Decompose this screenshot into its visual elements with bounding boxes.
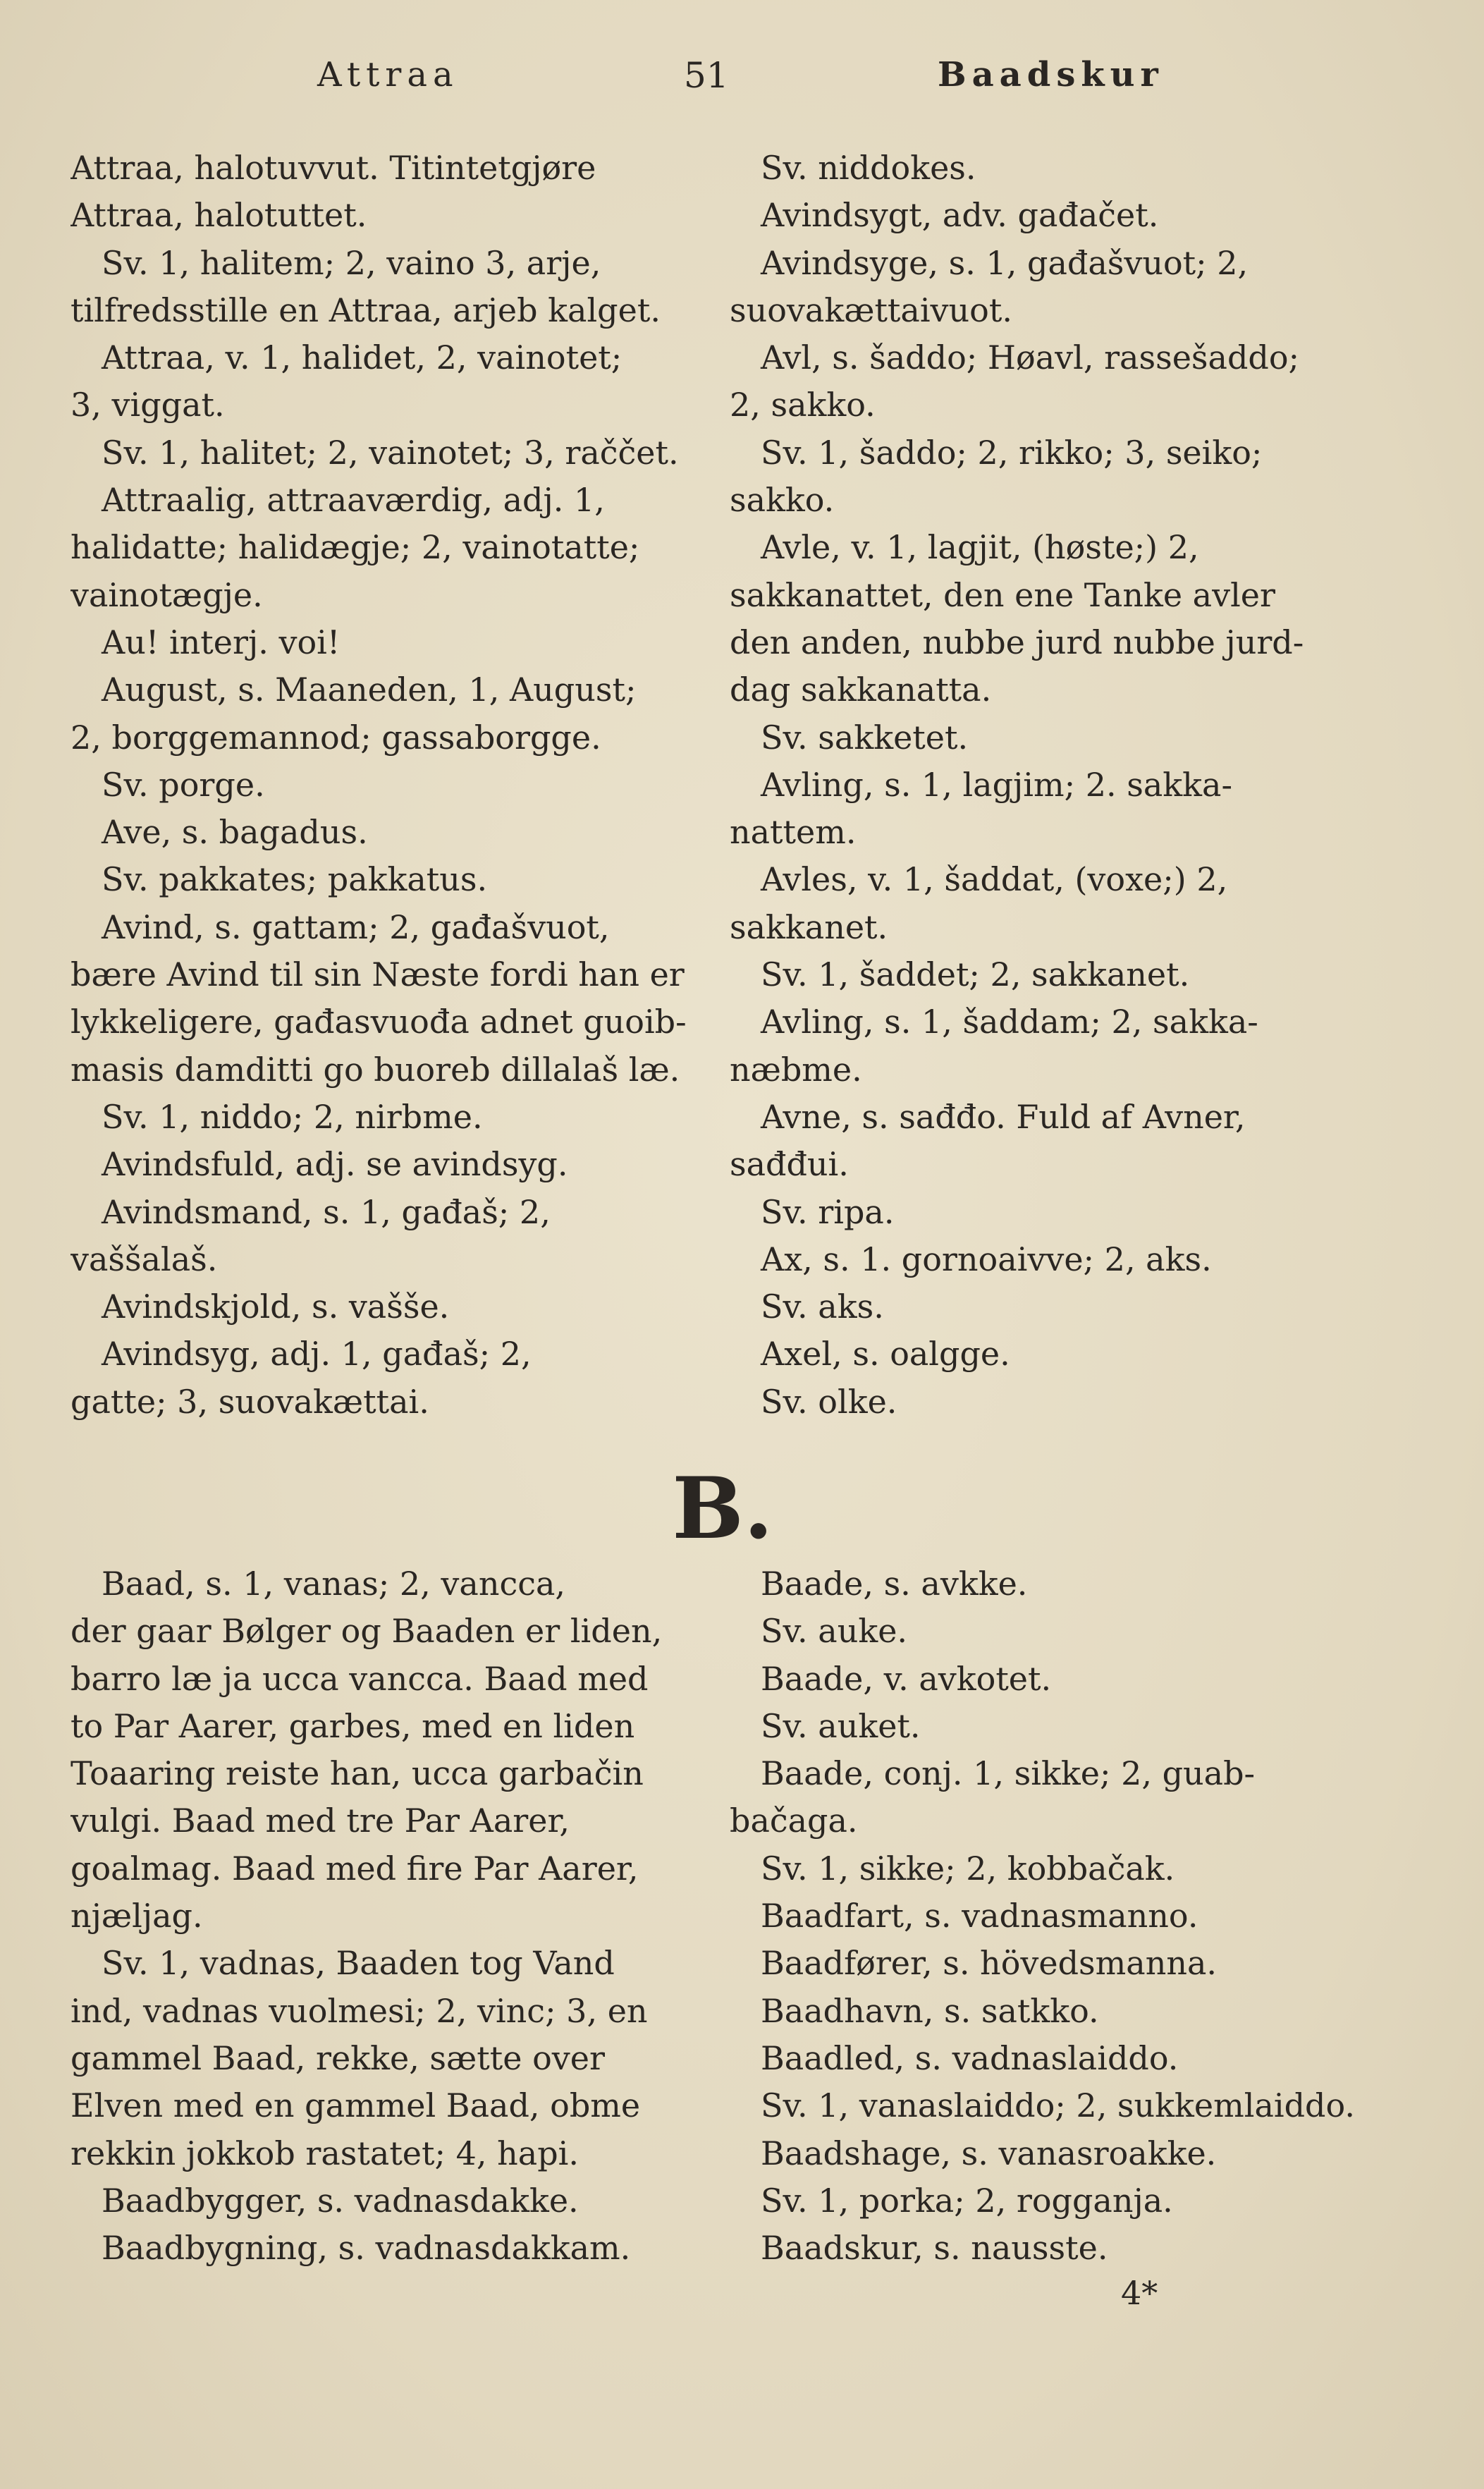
entry-line: Avindskjold, s. vašše. (102, 1288, 450, 1326)
entry-line: Avling, s. 1, šaddam; 2, sakka- (761, 1003, 1258, 1041)
page-number: 51 (684, 55, 729, 96)
entry-line: Avling, s. 1, lagjim; 2. sakka- (761, 765, 1232, 804)
entry-line: Sv. 1, vanaslaiddo; 2, sukkemlaiddo. (761, 2086, 1356, 2125)
entry-line: goalmag. Baad med fire Par Aarer, (70, 1849, 639, 1888)
entry-line: Baadfart, s. vadnasmanno. (761, 1897, 1198, 1935)
entry-line: gammel Baad, rekke, sætte over (70, 2038, 605, 2077)
running-header (0, 55, 1484, 111)
entry-line: Sv. 1, šaddo; 2, rikko; 3, seiko; (761, 433, 1263, 472)
entry-line: masis damditti go buoreb dillalaš læ. (70, 1050, 680, 1089)
entry-line: Attraa, halotuttet. (70, 196, 367, 235)
entry-line: Avle, v. 1, lagjit, (høste;) 2, (761, 528, 1199, 567)
entry-line: Ax, s. 1. gornoaivve; 2, aks. (761, 1240, 1212, 1278)
entry-line: Baadfører, s. hövedsmanna. (761, 1944, 1217, 1983)
entry-line: Sv. auket. (761, 1706, 921, 1745)
entry-line: dag sakkanatta. (730, 671, 992, 709)
entry-line: bačaga. (730, 1802, 858, 1840)
entry-line: bære Avind til sin Næste fordi han er (70, 955, 685, 994)
entry-line: Avindsyge, s. 1, gađašvuot; 2, (761, 243, 1249, 282)
entry-line: Baade, v. avkotet. (761, 1659, 1052, 1698)
entry-line: suovakættaivuot. (730, 291, 1012, 329)
entry-line: Avl, s. šaddo; Høavl, rassešaddo; (761, 338, 1300, 377)
entry-line: Attraa, halotuvvut. Titintetgjøre (70, 149, 596, 187)
entry-line: Au! interj. voi! (102, 623, 341, 661)
entry-line: Sv. 1, porka; 2, rogganja. (761, 2181, 1173, 2220)
entry-line: Elven med en gammel Baad, obme (70, 2086, 641, 2125)
entry-line: nattem. (730, 813, 857, 852)
entry-line: Sv. ripa. (761, 1192, 895, 1231)
entry-line: Sv. porge. (102, 765, 265, 804)
entry-line: Avles, v. 1, šaddat, (voxe;) 2, (761, 860, 1228, 899)
entry-line: lykkeligere, gađasvuođa adnet guoib- (70, 1003, 687, 1041)
entry-line: næbme. (730, 1050, 862, 1089)
entry-line: Toaaring reiste han, ucca garbačin (70, 1754, 644, 1793)
entry-line: Baad, s. 1, vanas; 2, vancca, (102, 1565, 566, 1603)
entry-line: Sv. pakkates; pakkatus. (102, 860, 488, 899)
section-letter: B. (672, 1459, 773, 1558)
header-right-word: Baadskur (938, 55, 1164, 94)
entry-line: njæljag. (70, 1897, 203, 1935)
entry-line: Sv. olke. (761, 1382, 897, 1421)
entry-line: Baadhavn, s. satkko. (761, 1991, 1099, 2030)
entry-line: Sv. 1, vadnas, Baaden tog Vand (102, 1944, 615, 1983)
entry-line: August, s. Maaneden, 1, August; (102, 671, 637, 709)
entry-line: Attraalig, attraaværdig, adj. 1, (102, 481, 605, 520)
entry-line: 2, borggemannod; gassaborgge. (70, 718, 601, 757)
entry-line: Sv. 1, halitem; 2, vaino 3, arje, (102, 243, 601, 282)
entry-line: Sv. 1, šaddet; 2, sakkanet. (761, 955, 1190, 994)
entry-line: den anden, nubbe jurd nubbe jurd- (730, 623, 1304, 661)
entry-line: sađđui. (730, 1145, 849, 1184)
entry-line: tilfredsstille en Attraa, arjeb kalget. (70, 291, 661, 329)
entry-line: Sv. 1, sikke; 2, kobbačak. (761, 1849, 1175, 1888)
entry-line: gatte; 3, suovakættai. (70, 1382, 429, 1421)
entry-line: Baadshage, s. vanasroakke. (761, 2134, 1217, 2172)
entry-line: sakkanet. (730, 907, 888, 946)
entry-line: barro læ ja ucca vancca. Baad med (70, 1659, 649, 1698)
entry-line: ind, vadnas vuolmesi; 2, vinc; 3, en (70, 1991, 648, 2030)
entry-line: Axel, s. oalgge. (761, 1335, 1010, 1374)
entry-line: Baade, conj. 1, sikke; 2, guab- (761, 1754, 1256, 1793)
entry-line: Sv. aks. (761, 1288, 884, 1326)
entry-line: Avindsfuld, adj. se avindsyg. (102, 1145, 568, 1184)
entry-line: Baade, s. avkke. (761, 1565, 1028, 1603)
entry-line: Avindsyg, adj. 1, gađaš; 2, (102, 1335, 532, 1374)
lower-right-column (730, 1560, 1364, 2272)
entry-line: Avind, s. gattam; 2, gađašvuot, (102, 907, 610, 946)
entry-line: Sv. 1, halitet; 2, vainotet; 3, raččet. (102, 433, 679, 472)
header-left-word: Attraa (317, 55, 459, 94)
entry-line: Avindsygt, adv. gađačet. (761, 196, 1159, 235)
upper-right-column (730, 145, 1364, 1426)
entry-line: Attraa, v. 1, halidet, 2, vainotet; (102, 338, 623, 377)
entry-line: Sv. 1, niddo; 2, nirbme. (102, 1097, 483, 1136)
entry-line: 2, sakko. (730, 386, 876, 424)
entry-line: 3, viggat. (70, 386, 225, 424)
entry-line: to Par Aarer, garbes, med en liden (70, 1706, 635, 1745)
entry-line: vaššalaš. (70, 1240, 218, 1278)
upper-left-column (70, 145, 691, 1426)
entry-line: Avne, s. sađđo. Fuld af Avner, (761, 1097, 1246, 1136)
entry-line: halidatte; halidægje; 2, vainotatte; (70, 528, 640, 567)
entry-line: Ave, s. bagadus. (102, 813, 368, 852)
lower-left-column (70, 1560, 691, 2272)
entry-line: Sv. auke. (761, 1612, 908, 1651)
entry-line: Baadbygger, s. vadnasdakke. (102, 2181, 579, 2220)
entry-line: der gaar Bølger og Baaden er liden, (70, 1612, 663, 1651)
entry-line: Baadbygning, s. vadnasdakkam. (102, 2229, 631, 2268)
entry-line: Baadskur, s. nausste. (761, 2229, 1108, 2268)
entry-line: Sv. niddokes. (761, 149, 976, 187)
entry-line: Avindsmand, s. 1, gađaš; 2, (102, 1192, 551, 1231)
entry-line: vainotægje. (70, 575, 263, 614)
entry-line: sakkanattet, den ene Tanke avler (730, 575, 1276, 614)
entry-line: Baadled, s. vadnaslaiddo. (761, 2038, 1179, 2077)
entry-line: Sv. sakketet. (761, 718, 969, 757)
entry-line: vulgi. Baad med tre Par Aarer, (70, 1802, 570, 1840)
entry-line: sakko. (730, 481, 835, 520)
signature-mark: 4* (1121, 2274, 1158, 2312)
entry-line: rekkin jokkob rastatet; 4, hapi. (70, 2134, 579, 2172)
